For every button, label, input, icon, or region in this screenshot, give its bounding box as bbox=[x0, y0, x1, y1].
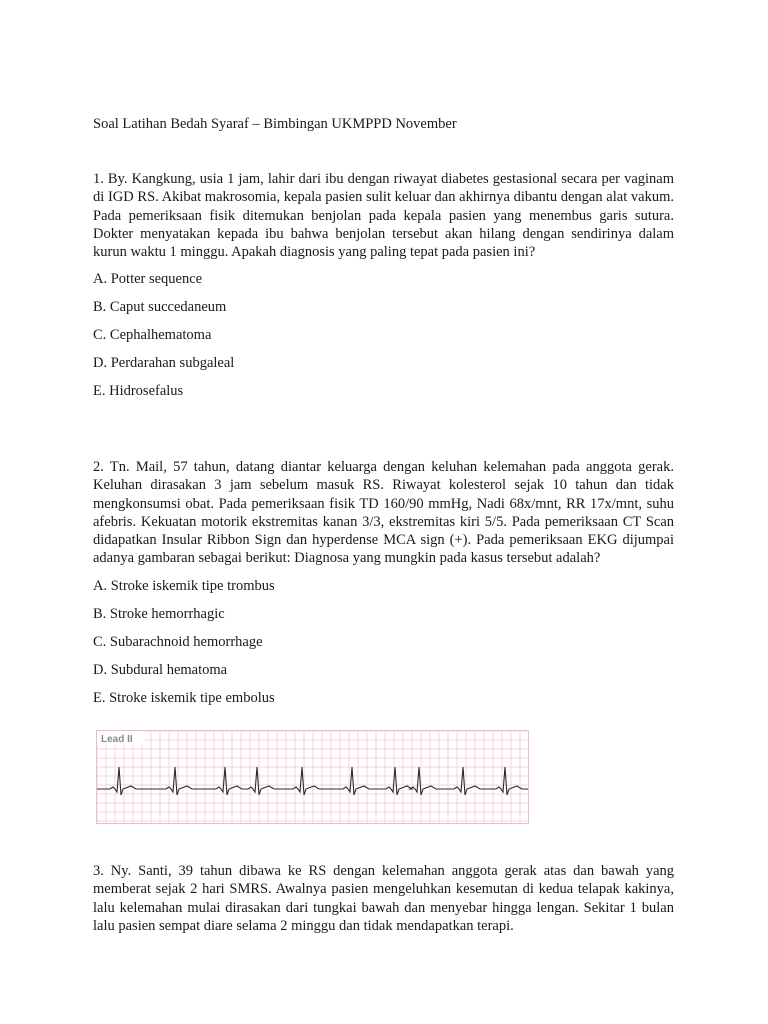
ekg-strip-image bbox=[96, 730, 529, 824]
answer-options bbox=[93, 577, 674, 717]
option-e: E. Stroke iskemik tipe embolus bbox=[93, 689, 275, 706]
option-b: B. Caput succedaneum bbox=[93, 299, 227, 316]
ekg-trace bbox=[97, 767, 528, 795]
option-d: D. Perdarahan subgaleal bbox=[93, 355, 235, 372]
option-d: D. Subdural hematoma bbox=[93, 661, 228, 678]
question-2 bbox=[93, 458, 674, 717]
question-text: 2. Tn. Mail, 57 tahun, datang diantar keluarga dengan keluhan kelemahan pada anggota gerak. Keluhan dirasakan 3 jam sebelum masuk RS. Riwayat kolesterol sejak 10 tahun dan tidak mengkonsumsi obat. Pada pemeriksaan fisik TD 160/90 mmHg, Nadi 68x/mnt, RR 17x/mnt, suhu afebris. Kekuatan motorik ekstremitas kanan 3/3, ekstremitas kiri 5/5. Pada pemeriksaan CT Scan didapatkan Insular Ribbon Sign dan hyperdense MCA sign (+). Pada pemeriksaan EKG dijumpai adanya gambaran sebagai berikut: Diagnosa yang mungkin pada kasus tersebut adalah? bbox=[93, 459, 674, 567]
option-c: C. Cephalhematoma bbox=[93, 327, 212, 344]
answer-options bbox=[93, 270, 674, 410]
option-c: C. Subarachnoid hemorrhage bbox=[93, 633, 263, 650]
option-b: B. Stroke hemorrhagic bbox=[93, 605, 225, 622]
ekg-graph bbox=[97, 731, 528, 823]
ekg-lead-label: Lead II bbox=[101, 734, 133, 745]
option-a: A. Potter sequence bbox=[93, 271, 203, 288]
question-text: 1. By. Kangkung, usia 1 jam, lahir dari ibu dengan riwayat diabetes gestasional secara per vaginam di IGD RS. Akibat makrosomia, kepala pasien sulit keluar dan akhirnya dibantu dengan alat vakum. Pada pemeriksaan fisik ditemukan benjolan pada kepala pasien yang menembus garis sutura. Dokter menyatakan kepada ibu bahwa benjolan tersebut akan hilang dengan sendirinya dalam kurun waktu 1 minggu. Apakah diagnosis yang paling tepat pada pasien ini? bbox=[93, 171, 674, 261]
question-1 bbox=[93, 170, 674, 410]
document-title: Soal Latihan Bedah Syaraf – Bimbingan UKMPPD November bbox=[93, 116, 457, 132]
question-3 bbox=[93, 862, 674, 935]
question-text: 3. Ny. Santi, 39 tahun dibawa ke RS dengan kelemahan anggota gerak atas dan bawah yang memberat sejak 2 hari SMRS. Awalnya pasien mengeluhkan kesemutan di kedua telapak kakinya, lalu kelemahan mulai dirasakan dari tungkai bawah dan menyebar hingga lengan. Sekitar 1 bulan lalu pasien sempat diare selama 2 minggu dan tidak mendapatkan terapi. bbox=[93, 863, 674, 934]
option-a: A. Stroke iskemik tipe trombus bbox=[93, 577, 275, 594]
option-e: E. Hidrosefalus bbox=[93, 383, 184, 400]
